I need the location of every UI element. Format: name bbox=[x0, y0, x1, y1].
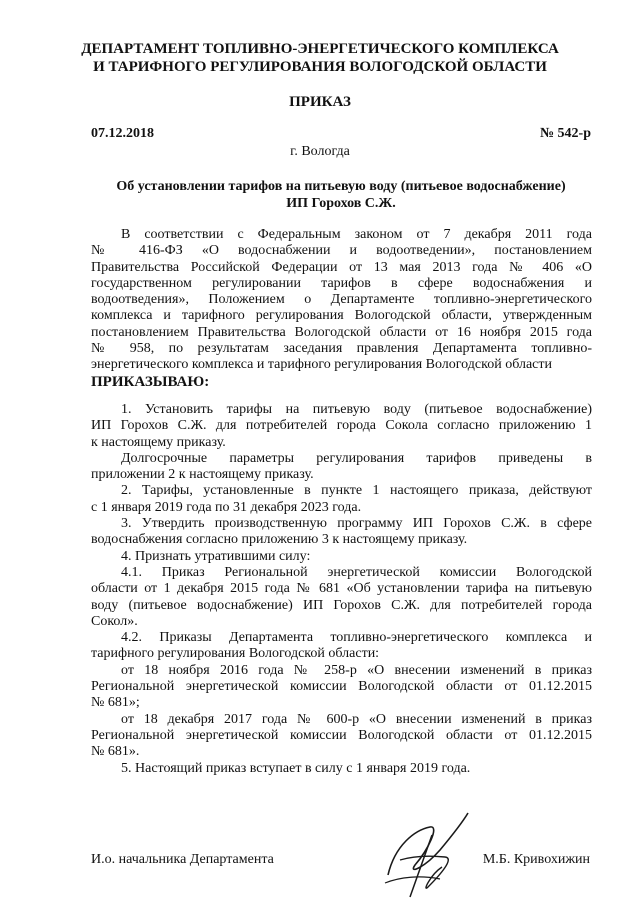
item-line: 1. Установить тарифы на питьевую воду (питьевое водоснабжение) bbox=[121, 401, 592, 417]
item-line: ИП Горохов С.Ж. для потребителей города Сокола согласно приложению 1 bbox=[91, 418, 592, 434]
item-line: № 681»; bbox=[91, 695, 140, 711]
item-line: 2. Тарифы, установленные в пункте 1 настоящего приказа, действуют bbox=[121, 483, 592, 499]
item-4-1 bbox=[91, 565, 592, 630]
item-line: № 681». bbox=[91, 744, 140, 760]
item-line: 5. Настоящий приказ вступает в силу с 1 января 2019 года. bbox=[121, 760, 471, 776]
order-date: 07.12.2018 bbox=[91, 126, 154, 141]
order-subject bbox=[91, 178, 591, 212]
preamble-line: комплекса и тарифного регулирования Вологодской области, утвержденным bbox=[91, 308, 592, 324]
item-3 bbox=[91, 516, 592, 549]
item-line: от 18 декабря 2017 года № 600-р «О внесении изменений в приказ bbox=[121, 711, 592, 727]
item-line: Сокол». bbox=[91, 613, 138, 629]
item-line: с 1 января 2019 года по 31 декабря 2023 года. bbox=[91, 499, 362, 515]
preamble-line: энергетического комплекса и тарифного регулирования Вологодской области bbox=[91, 357, 553, 373]
department-line-2: И ТАРИФНОГО РЕГУЛИРОВАНИЯ ВОЛОГОДСКОЙ ОБЛАСТИ bbox=[93, 59, 547, 75]
preamble-line: № 958, по результатам заседания правления Департамента топливно- bbox=[91, 341, 592, 357]
item-line: приложении 2 к настоящему приказу. bbox=[91, 467, 314, 483]
preamble-line: № 416-ФЗ «О водоснабжении и водоотведении», постановлением bbox=[91, 243, 592, 259]
preamble-line: Правительства Российской Федерации от 13 мая 2013 года № 406 «О bbox=[91, 259, 592, 275]
item-4 bbox=[91, 549, 592, 565]
subject-line-2: ИП Горохов С.Ж. bbox=[286, 196, 396, 211]
order-city: г. Вологда bbox=[290, 144, 350, 159]
directive-word: ПРИКАЗЫВАЮ: bbox=[91, 373, 210, 390]
item-1-params bbox=[91, 451, 592, 484]
handwritten-signature bbox=[370, 805, 480, 900]
signatory-name: М.Б. Кривохижин bbox=[482, 852, 590, 867]
item-2 bbox=[91, 483, 592, 516]
item-line: Региональной энергетической комиссии Вологодской области от 01.12.2015 bbox=[91, 727, 592, 743]
item-line: Долгосрочные параметры регулирования тарифов приведены в bbox=[121, 450, 592, 466]
item-5 bbox=[91, 761, 592, 777]
item-line: к настоящему приказу. bbox=[91, 434, 226, 450]
preamble-line: водоотведения», Положением о Департаменте топливно-энергетического bbox=[91, 292, 592, 308]
item-line: Региональной энергетической комиссии Вологодской области от 01.12.2015 bbox=[91, 679, 592, 695]
preamble bbox=[91, 227, 592, 374]
order-number: № 542-р bbox=[539, 126, 591, 141]
item-line: водоснабжения согласно приложению 3 к настоящему приказу. bbox=[91, 532, 468, 548]
item-line: воду (питьевое водоснабжение) ИП Горохов С.Ж. для потребителей города bbox=[91, 597, 592, 613]
preamble-line: государственном регулировании тарифов в сфере водоснабжения и bbox=[91, 275, 592, 291]
item-line: 3. Утвердить производственную программу ИП Горохов С.Ж. в сфере bbox=[121, 516, 592, 532]
department-header bbox=[60, 40, 580, 76]
item-line: 4. Признать утратившими силу: bbox=[121, 548, 311, 564]
item-1 bbox=[91, 402, 592, 451]
item-4-2-a bbox=[91, 663, 592, 712]
item-line: 4.2. Приказы Департамента топливно-энергетического комплекса и bbox=[121, 630, 592, 646]
item-line: тарифного регулирования Вологодской области: bbox=[91, 646, 380, 662]
item-line: 4.1. Приказ Региональной энергетической комиссии Вологодской bbox=[121, 564, 592, 580]
department-line-1: ДЕПАРТАМЕНТ ТОПЛИВНО-ЭНЕРГЕТИЧЕСКОГО КОМПЛЕКСА bbox=[81, 41, 559, 57]
document-type: ПРИКАЗ bbox=[289, 94, 351, 110]
order-body bbox=[91, 227, 592, 777]
item-line: от 18 ноября 2016 года № 258-р «О внесении изменений в приказ bbox=[121, 662, 592, 678]
subject-line-1: Об установлении тарифов на питьевую воду (питьевое водоснабжение) bbox=[116, 179, 566, 194]
preamble-line: постановлением Правительства Вологодской области от 16 ноября 2015 года bbox=[91, 324, 592, 340]
item-4-2 bbox=[91, 630, 592, 663]
item-4-2-b bbox=[91, 712, 592, 761]
item-line: области от 1 декабря 2015 года № 681 «Об установлении тарифа на питьевую bbox=[91, 581, 592, 597]
signatory-position: И.о. начальника Департамента bbox=[91, 852, 274, 867]
preamble-line: В соответствии с Федеральным законом от 7 декабря 2011 года bbox=[121, 227, 592, 242]
